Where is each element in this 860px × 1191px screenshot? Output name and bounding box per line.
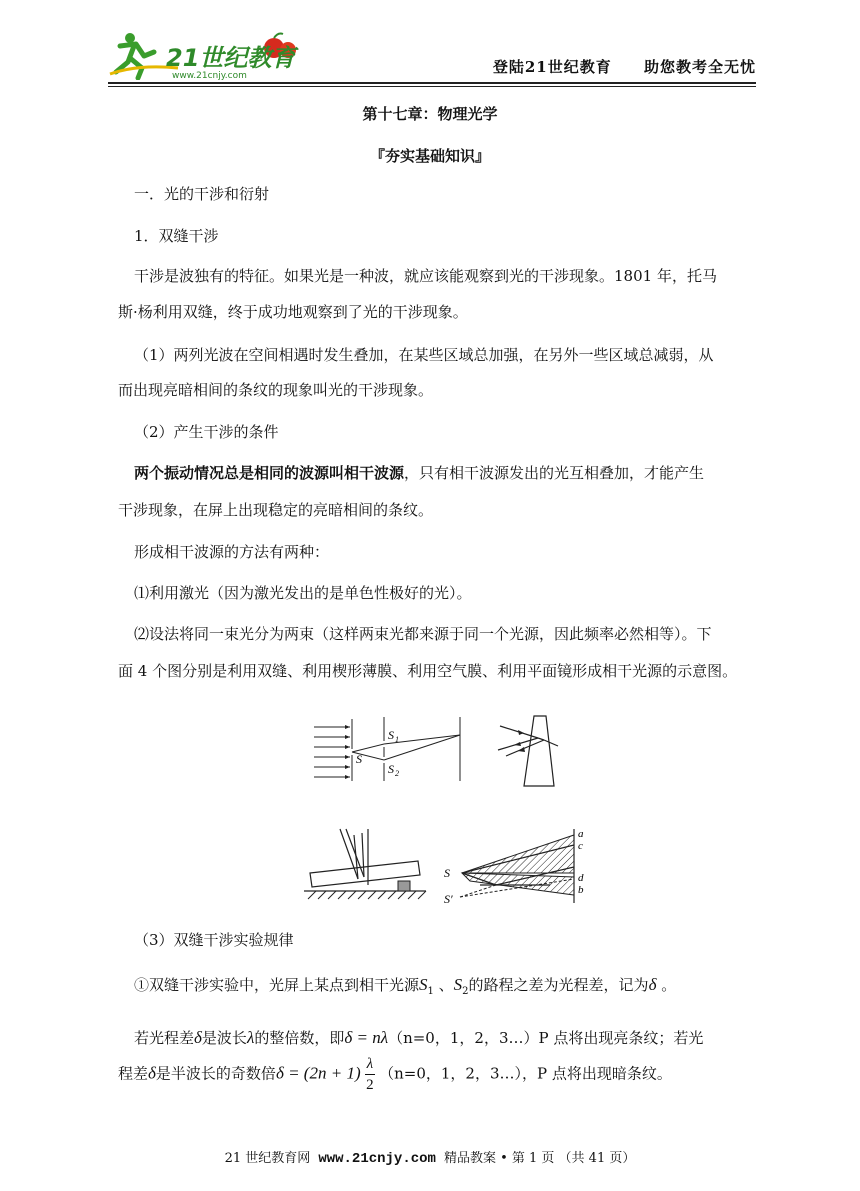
para-2-line2: 而出现亮暗相间的条纹的现象叫光的干涉现象。 [118, 381, 434, 399]
label-a: a [578, 828, 584, 840]
page-header [108, 28, 756, 82]
para-10: 若光程差δ是波长λ的整倍数，即δ = nλ（n=0，1，2，3…）P 点将出现亮条纹；若光 [134, 1028, 704, 1047]
heading-1: 一．光的干涉和衍射 [134, 185, 270, 203]
para-4-line2: 干涉现象，在屏上出现稳定的亮暗相间的条纹。 [118, 501, 434, 519]
para-4-bold: 两个振动情况总是相同的波源叫相干波源 [134, 464, 405, 482]
label-s2: S [388, 762, 394, 776]
para-8: （3）双缝干涉实验规律 [134, 931, 294, 949]
heading-2: 1．双缝干涉 [134, 227, 219, 245]
formula-bright: δ = nλ [344, 1028, 389, 1047]
footer-left: 21 世纪教育网 [224, 1151, 311, 1166]
para-11: 程差δ是半波长的奇数倍δ = (2n + 1) $\frac{\lambda}{2}$ （n=0，1，2，3…），P 点将出现暗条纹。 [118, 1056, 672, 1093]
logo-text: 21世纪教育 [166, 44, 296, 72]
para-5: 形成相干波源的方法有两种： [134, 543, 330, 561]
footer-site: www.21cnjy.com [318, 1151, 436, 1167]
logo-url: www.21cnjy.com [172, 71, 247, 80]
chapter-title: 第十七章：物理光学 [362, 105, 498, 123]
para-4-rest: ，只有相干波源发出的光互相叠加，才能产生 [404, 464, 705, 482]
page-footer [0, 1147, 860, 1167]
label-s: S [356, 752, 362, 766]
para-4-line1 [134, 459, 704, 488]
para-1-line1: 干涉是波独有的特征。如果光是一种波，就应该能观察到光的干涉现象。1801 年，托马 [134, 267, 717, 285]
figure-wedge-film [494, 712, 574, 792]
label-s1-sub: 1 [395, 735, 399, 744]
label-mirror-s: S [444, 866, 450, 880]
para-1-line2: 斯·杨利用双缝，终于成功地观察到了光的干涉现象。 [118, 303, 468, 321]
figure-double-slit [310, 715, 470, 783]
section-title: 『夯实基础知识』 [369, 147, 490, 165]
header-rule [108, 82, 756, 84]
formula-dark: δ = (2n + 1) [275, 1063, 361, 1083]
para-7-line2: 面 4 个图分别是利用双缝、利用楔形薄膜、利用空气膜、利用平面镜形成相干光源的示意图。 [118, 662, 738, 680]
figure-air-film [300, 825, 430, 905]
label-s2-sub: 2 [395, 769, 399, 778]
header-rule-thin [108, 86, 756, 87]
para-9: ①双缝干涉实验中，光屏上某点到相干光源$S_1$ 、$S_2$的路程之差为光程差，记为δ 。 [134, 975, 677, 997]
label-c: c [578, 840, 583, 852]
label-s1: S [388, 728, 394, 742]
para-6: ⑴利用激光（因为激光发出的是单色性极好的光）。 [134, 584, 472, 602]
para-7-line1: ⑵设法将同一束光分为两束（这样两束光都来源于同一个光源，因此频率必然相等）。下 [134, 625, 712, 643]
header-slogan [493, 56, 756, 77]
footer-right: 精品教案 • 第 1 页 （共 41 页） [443, 1151, 636, 1166]
para-3: （2）产生干涉的条件 [134, 423, 279, 441]
slogan-left: 登陆21世纪教育 [492, 58, 612, 76]
figure-lloyds-mirror [440, 825, 600, 907]
label-d: d [578, 872, 584, 884]
slogan-right: 助您教考全无忧 [643, 58, 756, 76]
para-2-line1: （1）两列光波在空间相遇时发生叠加，在某些区域总加强，在另外一些区域总减弱，从 [134, 346, 714, 364]
label-b: b [578, 884, 584, 896]
fraction-half-lambda: $\frac{\lambda}{2}$ [366, 1056, 374, 1093]
label-mirror-s-prime: S′ [444, 892, 453, 906]
logo [108, 28, 308, 80]
